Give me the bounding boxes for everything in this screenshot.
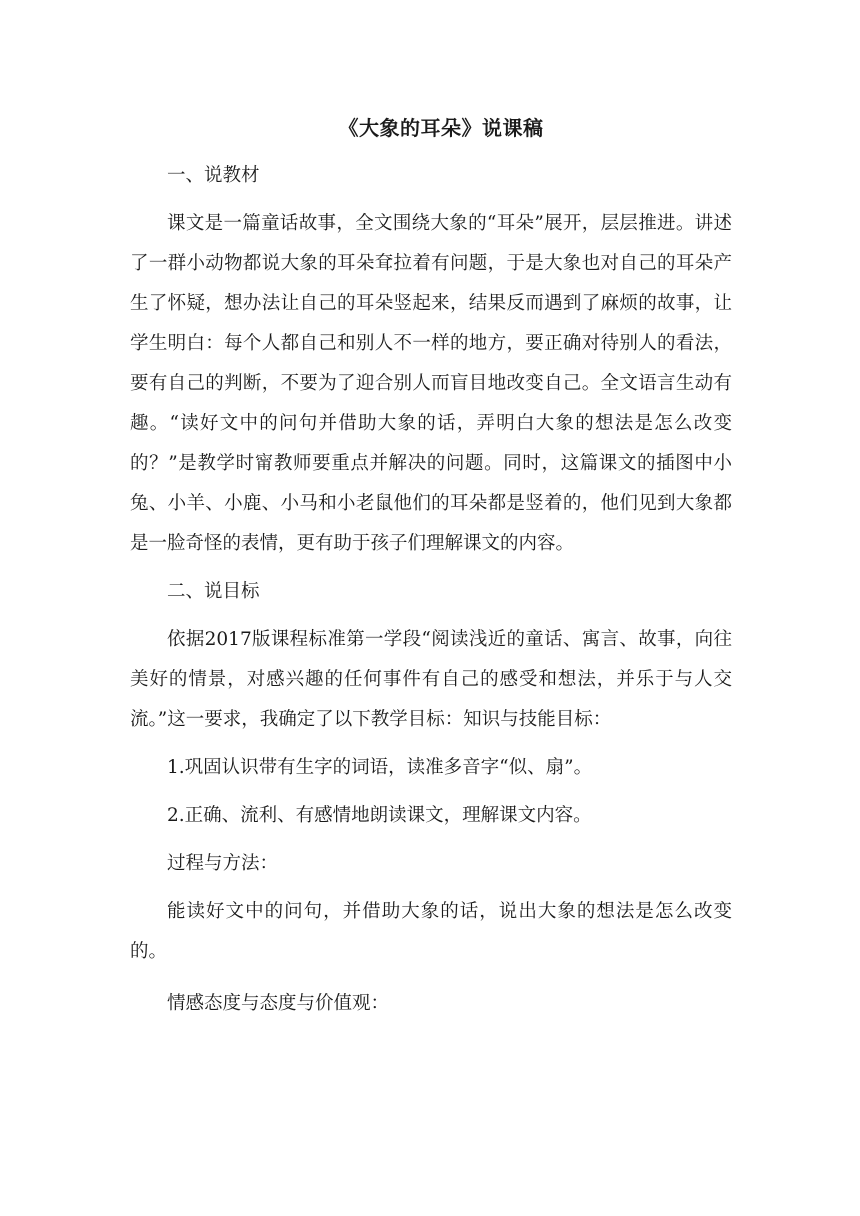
section-heading-textbook: 一、说教材 [167,165,260,186]
section-heading-goals: 二、说目标 [167,581,260,602]
section-heading-emotion: 情感态度与态度与价值观： [167,993,390,1014]
paragraph-process: 能读好文中的问句，并借助大象的话，说出大象的想法是怎么改变的。 [130,901,732,962]
goal-item-2: 2.正确、流利、有感情地朗读课文，理解课文内容。 [167,805,592,826]
section-heading-process: 过程与方法： [167,853,279,874]
paragraph-goals: 依据2017版课程标准第一学段“阅读浅近的童话、寓言、故事，向往美好的情景，对感兴趣的任何事件有自己的感受和想法，并乐于与人交流。”这一要求，我确定了以下教学目标：知识与技能目标： [130,629,732,730]
goal-item-1: 1.巩固认识带有生字的词语，读准多音字“似、扇”。 [167,757,593,778]
document-body [130,108,732,1024]
document-title: 《大象的耳朵》说课稿 [338,116,544,140]
paragraph-textbook: 课文是一篇童话故事，全文围绕大象的“耳朵”展开，层层推进。讲述了一群小动物都说大象的耳朵耷拉着有问题，于是大象也对自己的耳朵产生了怀疑，想办法让自己的耳朵竖起来，结果反而遇到了麻烦的故事，让学生明白：每个人都自己和别人不一样的地方，要正确对待别人的看法，要有自己的判断，不要为了迎合别人而盲目地改变自己。全文语言生动有趣。“读好文中的问句并借助大象的话，弄明白大象的想法是怎么改变的？”是教学时甯教师要重点并解决的问题。同时，这篇课文的插图中小兔、小羊、小鹿、小马和小老鼠他们的耳朵都是竖着的，他们见到大象都是一脸奇怪的表情，更有助于孩子们理解课文的内容。 [130,213,732,554]
